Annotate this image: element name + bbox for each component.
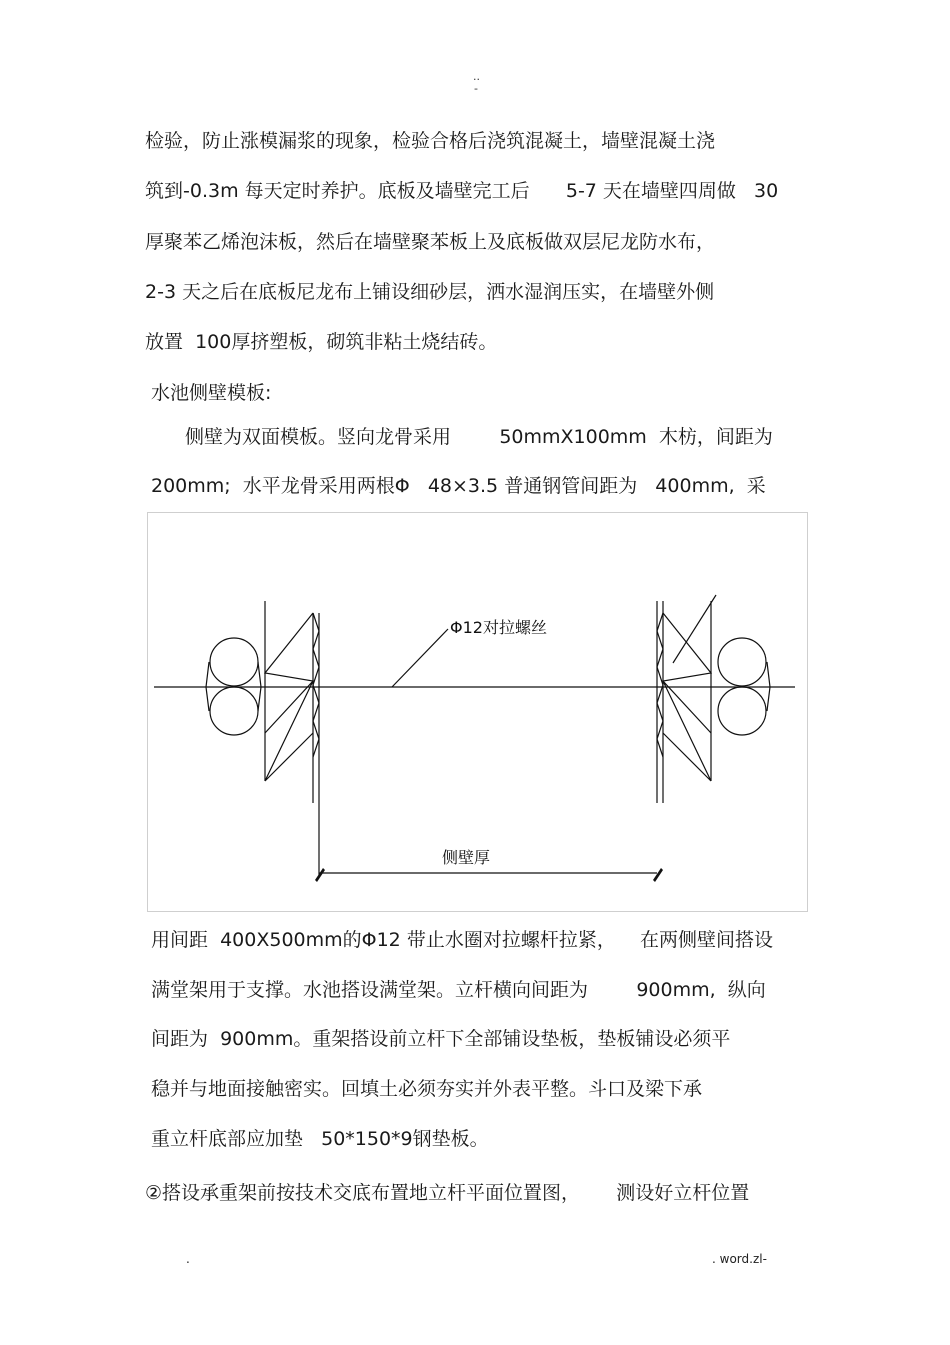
text-line: 厚聚苯乙烯泡沫板，然后在墙壁聚苯板上及底板做双层尼龙防水布， (145, 231, 716, 253)
dimension-tick (315, 868, 325, 882)
steel-pipe-icon (718, 687, 766, 735)
text-line: 检验，防止涨模漏浆的现象，检验合格后浇筑混凝土，墙壁混凝土浇 (145, 130, 716, 152)
text-line: 稳并与地面接触密实。回填土必须夯实并外表平整。斗口及梁下承 (151, 1078, 703, 1100)
text-line: 用间距 400X500mm的Φ12 带止水圈对拉螺杆拉紧， 在两侧壁间搭设 (151, 929, 773, 951)
steel-pipe-icon (210, 687, 258, 735)
footer-left: . (186, 1252, 190, 1266)
text-line: 200mm; 水平龙骨采用两根Φ 48×3.5 普通钢管间距为 400mm, 采 (151, 475, 766, 497)
text-line: 筑到-0.3m 每天定时养护。底板及墙壁完工后 5-7 天在墙壁四周做 30 (145, 180, 779, 202)
formwork-drawing (148, 513, 809, 913)
section-title: 水池侧壁模板: (151, 382, 272, 404)
formwork-diagram (147, 512, 808, 912)
thickness-label: 侧壁厚 (442, 848, 491, 867)
steel-pipe-icon (210, 638, 258, 686)
text-line: 重立杆底部应加垫 50*150*9钢垫板。 (151, 1128, 489, 1150)
dimension-tick (653, 868, 663, 882)
header-dash: - (474, 82, 478, 95)
text-line: 侧壁为双面模板。竖向龙骨采用 50mmX100mm 木枋，间距为 (185, 426, 773, 448)
footer-right: . word.zl- (712, 1252, 767, 1266)
text-line: 放置 100厚挤塑板，砌筑非粘土烧结砖。 (145, 331, 498, 353)
bolt-label: Φ12对拉螺丝 (450, 618, 547, 637)
bracing-line (265, 613, 313, 781)
text-line: ②搭设承重架前按技术交底布置地立杆平面位置图， 测设好立杆位置 (145, 1182, 750, 1204)
header-mark: .. (473, 70, 480, 83)
zigzag-line (313, 613, 319, 757)
steel-pipe-icon (718, 638, 766, 686)
text-line: 满堂架用于支撑。水池搭设满堂架。立杆横向间距为 900mm, 纵向 (151, 979, 766, 1001)
text-line: 2-3 天之后在底板尼龙布上铺设细砂层，洒水湿润压实，在墙壁外侧 (145, 281, 715, 303)
text-line: 间距为 900mm。重架搭设前立杆下全部铺设垫板，垫板铺设必须平 (151, 1028, 731, 1050)
bracing-line (663, 613, 711, 781)
bolt-leader-line (392, 629, 448, 687)
zigzag-line (657, 613, 663, 757)
